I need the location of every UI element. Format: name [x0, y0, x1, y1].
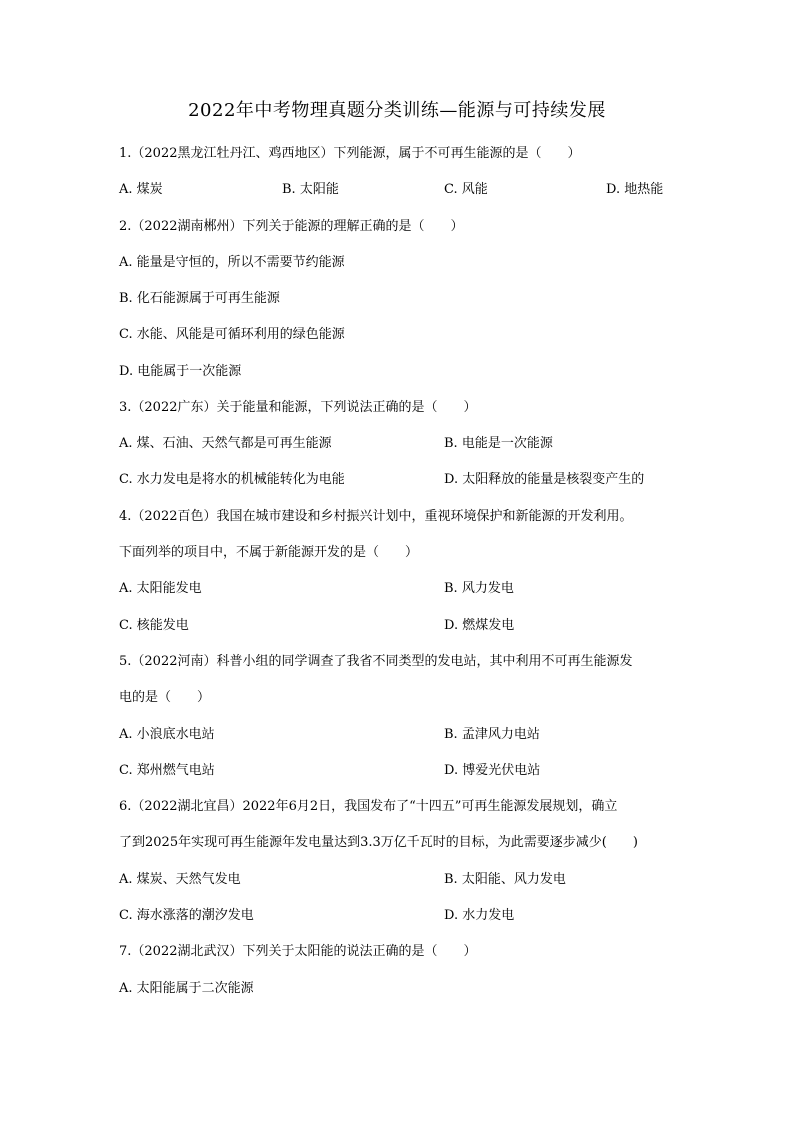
question-4-option-b: B. 风力发电 [444, 581, 514, 596]
question-3-option-a: A. 煤、石油、天然气都是可再生能源 [119, 436, 332, 451]
question-2-option-a: A. 能量是守恒的，所以不需要节约能源 [119, 255, 345, 270]
question-1-stem: 1.（2022黑龙江牡丹江、鸡西地区）下列能源，属于不可再生能源的是（ ） [119, 146, 581, 161]
question-6-option-c: C. 海水涨落的潮汐发电 [119, 908, 254, 923]
question-7-stem: 7.（2022湖北武汉）下列关于太阳能的说法正确的是（ ） [119, 944, 477, 959]
question-3-option-c: C. 水力发电是将水的机械能转化为电能 [119, 472, 345, 487]
question-6-option-d: D. 水力发电 [444, 908, 515, 923]
question-3-stem: 3.（2022广东）关于能量和能源，下列说法正确的是（ ） [119, 400, 477, 415]
question-4-stem-line-2: 下面列举的项目中，不属于新能源开发的是（ ） [119, 545, 419, 560]
question-5-option-c: C. 郑州燃气电站 [119, 763, 215, 778]
question-6-option-b: B. 太阳能、风力发电 [444, 872, 566, 887]
question-6-stem-line-2: 了到2025年实现可再生能源年发电量达到3.3万亿千瓦时的目标，为此需要逐步减少( ) [119, 835, 638, 850]
question-1-option-b: B. 太阳能 [282, 182, 339, 197]
question-6-option-a: A. 煤炭、天然气发电 [119, 872, 241, 887]
question-2-option-c: C. 水能、风能是可循环利用的绿色能源 [119, 327, 345, 342]
question-1-option-a: A. 煤炭 [119, 182, 163, 197]
question-5-stem-line-1: 5.（2022河南）科普小组的同学调查了我省不同类型的发电站，其中利用不可再生能源发 [119, 654, 633, 669]
question-4-option-d: D. 燃煤发电 [444, 618, 515, 633]
question-1-option-c: C. 风能 [444, 182, 488, 197]
question-5-option-b: B. 孟津风力电站 [444, 727, 540, 742]
question-7-option-a: A. 太阳能属于二次能源 [119, 981, 254, 996]
question-3-option-d: D. 太阳释放的能量是核裂变产生的 [444, 472, 645, 487]
question-5-option-d: D. 博爱光伏电站 [444, 763, 541, 778]
question-5-stem-line-2: 电的是（ ） [119, 690, 211, 705]
question-4-option-a: A. 太阳能发电 [119, 581, 202, 596]
question-2-stem: 2.（2022湖南郴州）下列关于能源的理解正确的是（ ） [119, 219, 464, 234]
question-1-option-d: D. 地热能 [606, 182, 664, 197]
page-title: 2022年中考物理真题分类训练—能源与可持续发展 [188, 100, 606, 121]
question-5-option-a: A. 小浪底水电站 [119, 727, 215, 742]
question-6-stem-line-1: 6.（2022湖北宜昌）2022年6月2日，我国发布了“十四五”可再生能源发展规划，确立 [119, 799, 618, 814]
question-4-option-c: C. 核能发电 [119, 618, 189, 633]
question-4-stem-line-1: 4.（2022百色）我国在城市建设和乡村振兴计划中，重视环境保护和新能源的开发利用。 [119, 509, 633, 524]
question-2-option-b: B. 化石能源属于可再生能源 [119, 291, 280, 306]
question-2-option-d: D. 电能属于一次能源 [119, 364, 242, 379]
question-3-option-b: B. 电能是一次能源 [444, 436, 553, 451]
